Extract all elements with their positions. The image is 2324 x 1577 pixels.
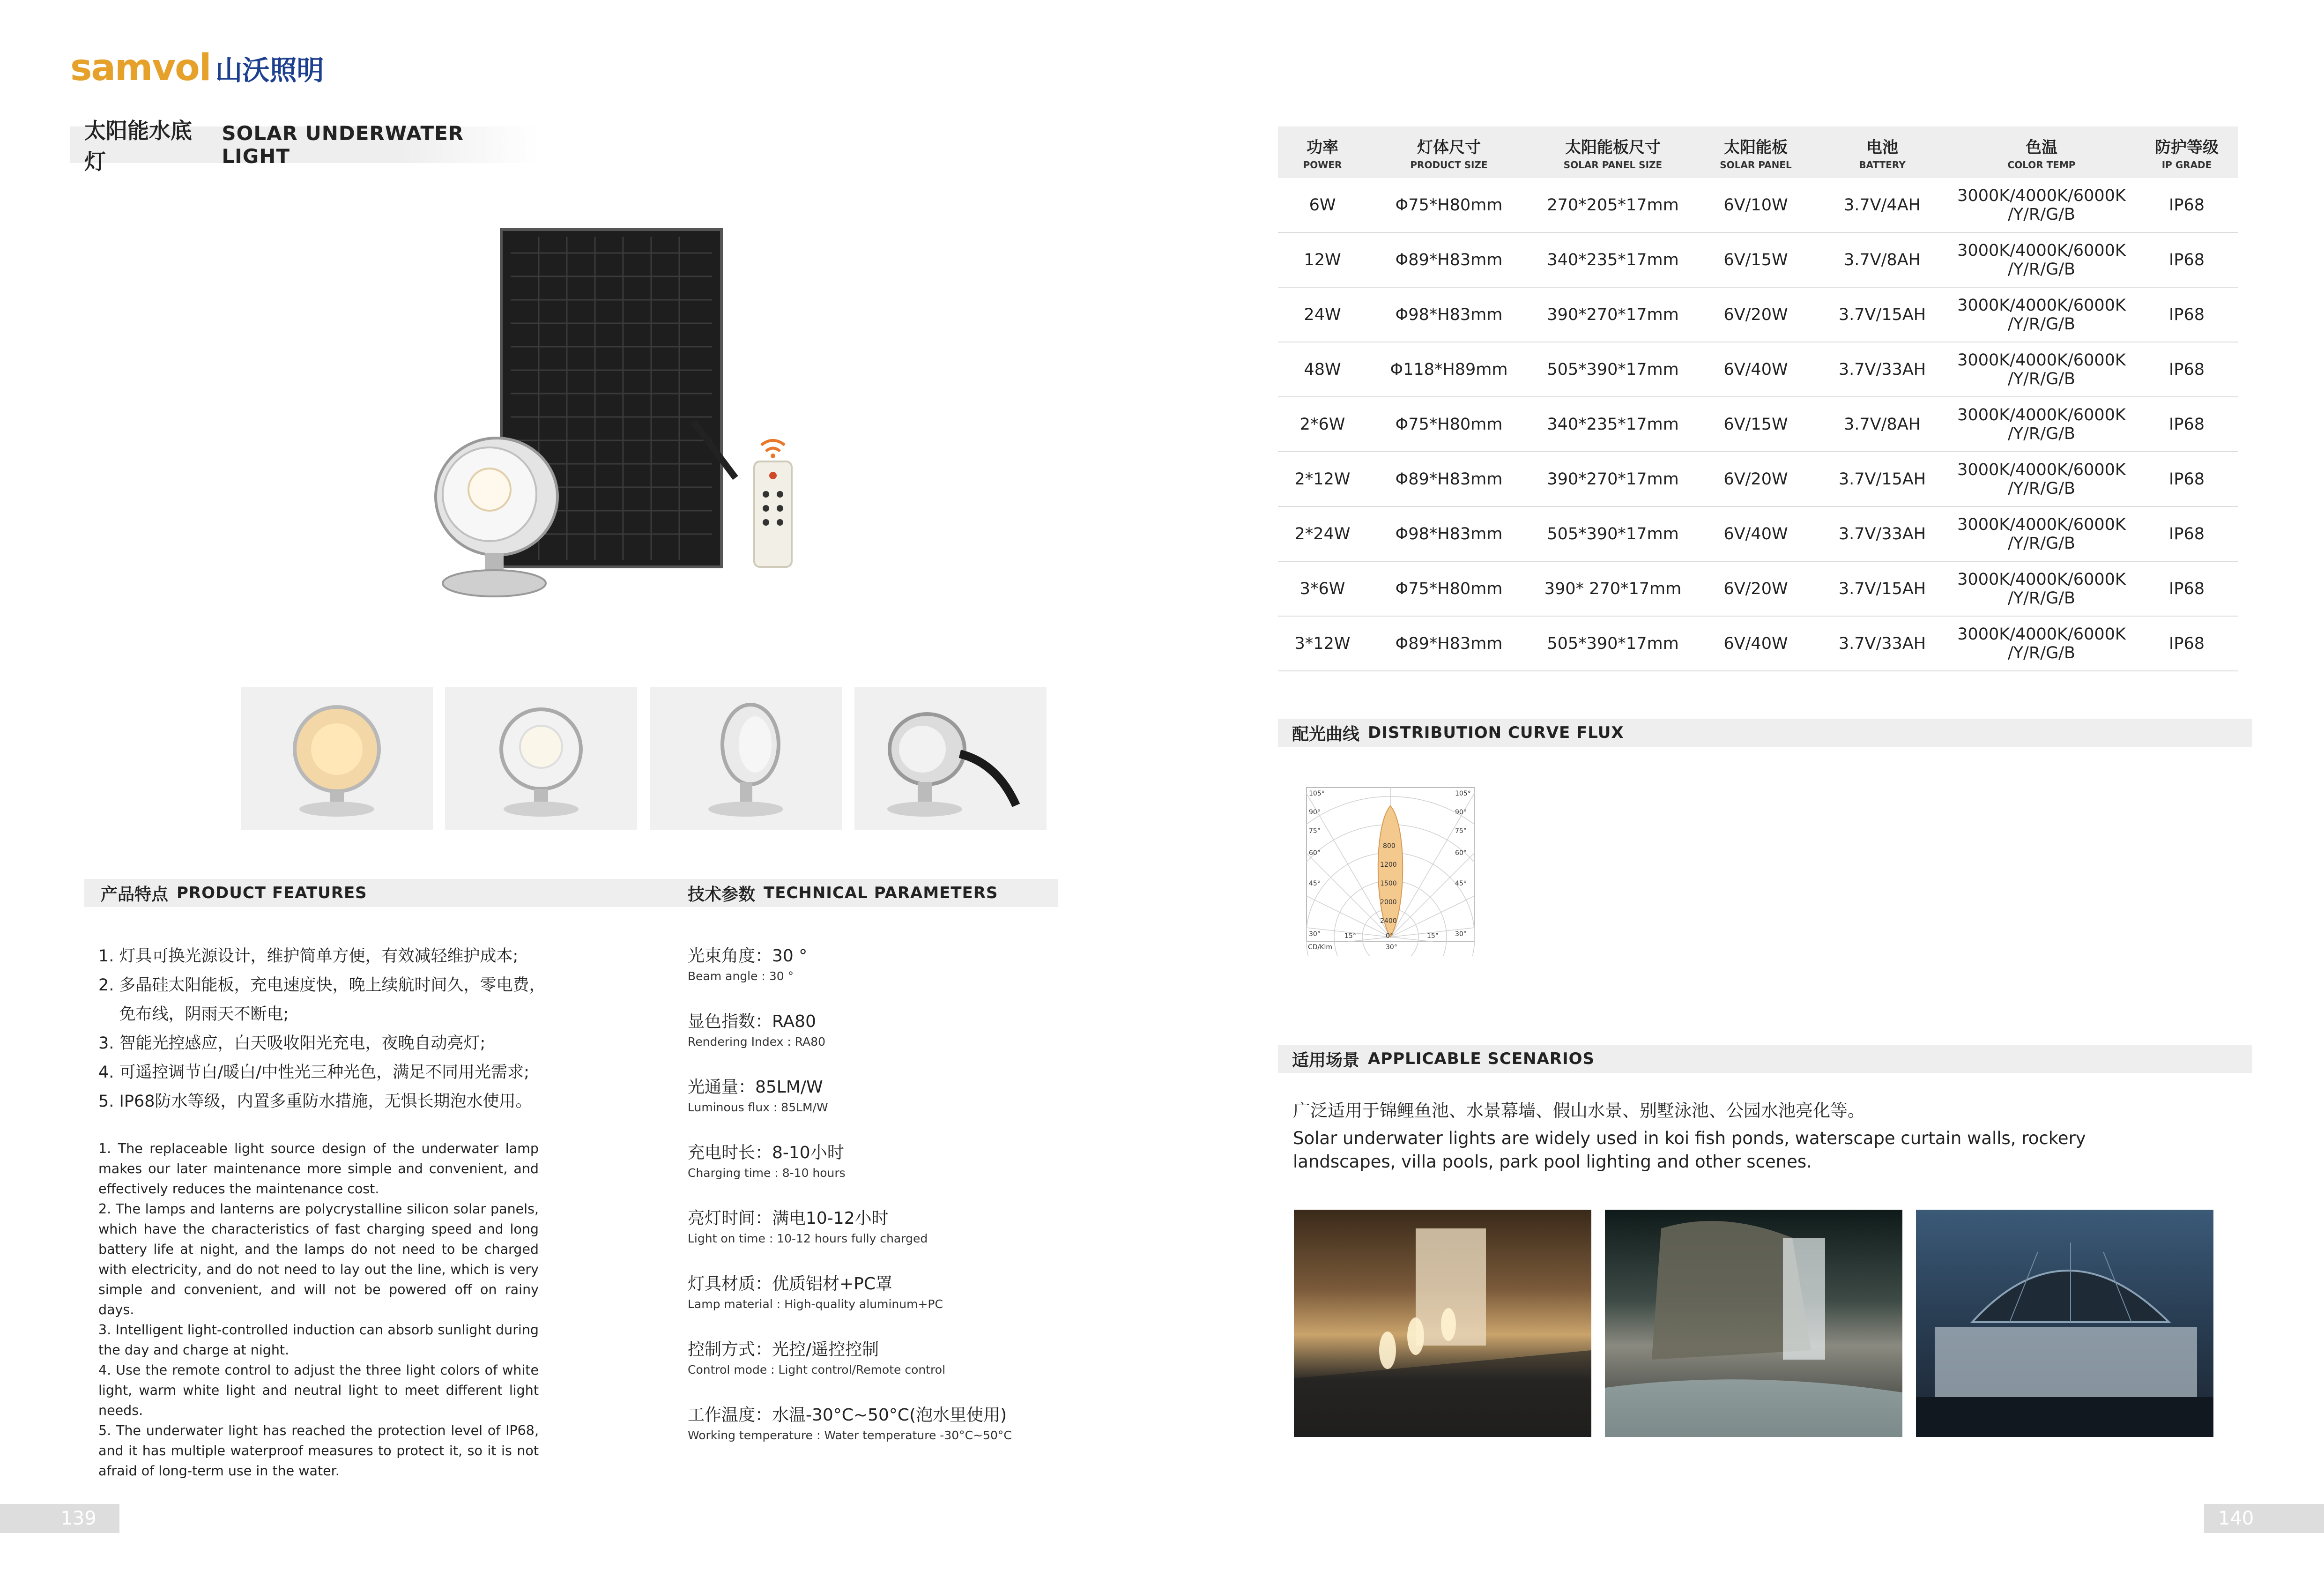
table-cell: 6V/20W [1695, 452, 1817, 506]
features-cn-list [98, 942, 567, 1116]
table-cell: 6V/20W [1695, 561, 1817, 616]
param-cn: 灯具材质：优质铝材+PC罩 [688, 1274, 893, 1294]
table-cell: 3*6W [1278, 561, 1367, 616]
col-header: 灯体尺寸 PRODUCT SIZE [1367, 126, 1531, 178]
table-cell: Φ89*H83mm [1367, 452, 1531, 506]
logo-cn: 山沃照明 [215, 54, 324, 86]
param-cn: 光束角度：30 ° [688, 946, 808, 966]
table-cell: 3.7V/4AH [1817, 178, 1948, 232]
param-en: Beam angle : 30 ° [688, 969, 794, 983]
table-cell: 3000K/4000K/6000K /Y/R/G/B [1948, 232, 2135, 287]
table-row [1278, 287, 2238, 342]
param-en: Working temperature : Water temperature -30°C~50°C [688, 1428, 1012, 1442]
table-cell: 3*12W [1278, 616, 1367, 671]
table-cell: 3000K/4000K/6000K /Y/R/G/B [1948, 342, 2135, 397]
table-cell: 340*235*17mm [1531, 397, 1695, 452]
feature-cn-line: 免布线，阴雨天不断电; [98, 1005, 289, 1024]
bottom-label: 15° [1427, 932, 1439, 940]
feature-en-item: 2. The lamps and lanterns are polycrystalline silicon solar panels, which have the characteristics of fast charging speed and long battery life at night, and the lamps do not need to be charged with electricity, and do not need to lay out the line, which is very simple and convenient, and will not be powered off on rainy days. [98, 1201, 539, 1317]
table-cell: IP68 [2135, 616, 2238, 671]
table-cell: 270*205*17mm [1531, 178, 1695, 232]
angle-label-left: 90° [1309, 809, 1321, 816]
angle-label-left: 30° [1309, 930, 1321, 938]
feature-cn-line: 3. 智能光控感应，白天吸收阳光充电，夜晚自动亮灯; [98, 1034, 486, 1053]
table-cell: IP68 [2135, 452, 2238, 506]
spec-table [1278, 126, 2238, 671]
unit-label: CD/Klm [1308, 944, 1332, 951]
table-cell: IP68 [2135, 506, 2238, 561]
table-cell: Φ89*H83mm [1367, 232, 1531, 287]
table-cell: 3000K/4000K/6000K /Y/R/G/B [1948, 178, 2135, 232]
param-en: Rendering Index : RA80 [688, 1035, 826, 1049]
param-cn: 光通量：85LM/W [688, 1078, 823, 1097]
param-lamp-material [688, 1271, 1062, 1311]
table-cell: 2*12W [1278, 452, 1367, 506]
param-en: Lamp material : High-quality aluminum+PC [688, 1297, 943, 1311]
thumbnail-side-view [650, 687, 842, 830]
distribution-curve-diagram [1306, 787, 1475, 956]
scenario-photo-dome-water-curtain [1916, 1210, 2213, 1437]
radial-value: 1200 [1380, 861, 1397, 869]
table-cell: 3000K/4000K/6000K /Y/R/G/B [1948, 287, 2135, 342]
radial-value: 2400 [1380, 917, 1397, 925]
features-heading-cn: 产品特点 [101, 885, 169, 904]
feature-cn-line: 4. 可遥控调节白/暖白/中性光三种光色，满足不同用光需求; [98, 1063, 529, 1082]
table-cell: 3000K/4000K/6000K /Y/R/G/B [1948, 616, 2135, 671]
table-row [1278, 397, 2238, 452]
scenarios-heading-en: APPLICABLE SCENARIOS [1368, 1049, 1595, 1068]
table-cell: 6V/10W [1695, 178, 1817, 232]
brand-logo [70, 47, 324, 89]
page-title [70, 118, 539, 174]
angle-label-left: 75° [1309, 827, 1321, 835]
table-cell: Φ75*H80mm [1367, 561, 1531, 616]
scenarios-heading-cn: 适用场景 [1292, 1050, 1360, 1070]
param-cn: 工作温度：水温-30°C~50°C(泡水里使用) [688, 1406, 1007, 1425]
table-cell: 3.7V/8AH [1817, 397, 1948, 452]
table-cell: 3.7V/33AH [1817, 616, 1948, 671]
param-cn: 控制方式：光控/遥控控制 [688, 1340, 879, 1359]
angle-label-right: 75° [1455, 827, 1467, 835]
page-number-left-text: 139 [60, 1508, 97, 1529]
table-cell: 3.7V/33AH [1817, 506, 1948, 561]
features-en-list [98, 1138, 539, 1481]
table-cell: 3000K/4000K/6000K /Y/R/G/B [1948, 452, 2135, 506]
param-rendering-index [688, 1008, 1062, 1049]
table-row [1278, 178, 2238, 232]
angle-label-right: 90° [1455, 809, 1467, 816]
table-cell: Φ98*H83mm [1367, 506, 1531, 561]
feature-en-item: 5. The underwater light has reached the protection level of IP68, and it has multiple waterproof measures to protect it, so it is not afraid of long-term use in the water. [98, 1423, 539, 1479]
param-beam-angle [688, 943, 1062, 983]
table-cell: 390*270*17mm [1531, 452, 1695, 506]
col-header: 太阳能板尺寸 SOLAR PANEL SIZE [1531, 126, 1695, 178]
param-cn: 亮灯时间：满电10-12小时 [688, 1209, 889, 1228]
table-cell: 6V/15W [1695, 397, 1817, 452]
distribution-heading-en: DISTRIBUTION CURVE FLUX [1368, 723, 1624, 742]
distribution-heading [1278, 719, 2252, 747]
page-number-left [0, 1504, 119, 1533]
spec-table-body [1278, 178, 2238, 671]
angle-label-right: 60° [1455, 849, 1467, 857]
table-cell: IP68 [2135, 342, 2238, 397]
tech-heading-cn: 技术参数 [688, 885, 756, 904]
angle-label-left: 60° [1309, 849, 1321, 857]
table-cell: 3.7V/15AH [1817, 452, 1948, 506]
table-cell: 12W [1278, 232, 1367, 287]
beam-label: 30° [1386, 944, 1397, 951]
feature-cn-line: 1. 灯具可换光源设计，维护简单方便，有效减轻维护成本; [98, 947, 519, 966]
table-cell: 3.7V/33AH [1817, 342, 1948, 397]
angle-label-right: 45° [1455, 880, 1467, 887]
table-cell: 3000K/4000K/6000K /Y/R/G/B [1948, 397, 2135, 452]
scenario-photo-rockery-waterfall [1605, 1210, 1902, 1437]
table-cell: Φ98*H83mm [1367, 287, 1531, 342]
page-number-right [2204, 1504, 2324, 1533]
angle-label-right: 30° [1455, 930, 1467, 938]
table-row [1278, 342, 2238, 397]
table-cell: 6V/40W [1695, 342, 1817, 397]
table-row [1278, 506, 2238, 561]
table-cell: 48W [1278, 342, 1367, 397]
table-cell: 3.7V/8AH [1817, 232, 1948, 287]
solar-underwater-light-icon [412, 216, 834, 600]
table-cell: 3000K/4000K/6000K /Y/R/G/B [1948, 506, 2135, 561]
thumbnail-cable-view [854, 687, 1047, 830]
scenario-photo-fountain-plaza [1294, 1210, 1591, 1437]
radial-value: 1500 [1380, 880, 1397, 887]
table-cell: 3.7V/15AH [1817, 561, 1948, 616]
param-cn: 充电时长：8-10小时 [688, 1143, 844, 1162]
table-cell: 390* 270*17mm [1531, 561, 1695, 616]
scenarios-heading [1278, 1045, 2252, 1073]
page-number-right-text: 140 [2218, 1508, 2254, 1529]
param-en: Luminous flux : 85LM/W [688, 1101, 828, 1114]
table-cell: Φ75*H80mm [1367, 397, 1531, 452]
table-cell: 24W [1278, 287, 1367, 342]
features-heading [84, 879, 691, 907]
table-cell: 6V/40W [1695, 616, 1817, 671]
feature-en-item: 1. The replaceable light source design of the underwater lamp makes our later maintenance more simple and convenient, and effectively reduces the maintenance cost. [98, 1141, 539, 1197]
col-header: 防护等级 IP GRADE [2135, 126, 2238, 178]
table-cell: Φ75*H80mm [1367, 178, 1531, 232]
table-cell: IP68 [2135, 178, 2238, 232]
scenarios-text-en: Solar underwater lights are widely used in koi fish ponds, waterscape curtain walls, rockery landscapes, villa pools, park pool lighting and other scenes. [1293, 1128, 2086, 1172]
table-cell: IP68 [2135, 287, 2238, 342]
table-row [1278, 232, 2238, 287]
table-cell: 390*270*17mm [1531, 287, 1695, 342]
bottom-label: 0° [1386, 932, 1393, 940]
table-cell: 3000K/4000K/6000K /Y/R/G/B [1948, 561, 2135, 616]
bottom-label: 15° [1344, 932, 1356, 940]
product-main-photo [412, 216, 834, 600]
angle-label-left: 105° [1309, 790, 1325, 797]
table-cell: 6V/40W [1695, 506, 1817, 561]
thumbnail-warm-light [241, 687, 433, 830]
title-cn: 太阳能水底灯 [84, 118, 192, 174]
table-row [1278, 616, 2238, 671]
feature-cn-line: 5. IP68防水等级，内置多重防水措施，无惧长期泡水使用。 [98, 1092, 532, 1111]
table-cell: IP68 [2135, 397, 2238, 452]
param-luminous-flux [688, 1074, 1062, 1114]
logo-en: samvol [70, 47, 211, 89]
table-cell: 6V/20W [1695, 287, 1817, 342]
feature-en-item: 3. Intelligent light-controlled induction can absorb sunlight during the day and charge at night. [98, 1322, 539, 1358]
table-cell: IP68 [2135, 232, 2238, 287]
table-cell: 6V/15W [1695, 232, 1817, 287]
param-control-mode [688, 1336, 1062, 1376]
param-en: Charging time : 8-10 hours [688, 1166, 846, 1180]
table-row [1278, 561, 2238, 616]
table-cell: 505*390*17mm [1531, 616, 1695, 671]
table-cell: 505*390*17mm [1531, 506, 1695, 561]
table-cell: 505*390*17mm [1531, 342, 1695, 397]
thumbnail-front-view [445, 687, 637, 830]
table-cell: 3.7V/15AH [1817, 287, 1948, 342]
tech-heading-en: TECHNICAL PARAMETERS [764, 884, 998, 902]
table-cell: Φ89*H83mm [1367, 616, 1531, 671]
distribution-heading-cn: 配光曲线 [1292, 724, 1360, 744]
table-cell: 2*6W [1278, 397, 1367, 452]
param-en: Light on time : 10-12 hours fully charged [688, 1232, 928, 1245]
col-header: 色温 COLOR TEMP [1948, 126, 2135, 178]
angle-label-right: 105° [1455, 790, 1471, 797]
tech-heading [675, 879, 1058, 907]
param-light-on-time [688, 1205, 1062, 1245]
col-header: 太阳能板 SOLAR PANEL [1695, 126, 1817, 178]
param-en: Control mode : Light control/Remote control [688, 1363, 946, 1376]
title-en: SOLAR UNDERWATER LIGHT [222, 122, 464, 168]
feature-cn-line: 2. 多晶硅太阳能板，充电速度快，晚上续航时间久，零电费， [98, 976, 546, 995]
table-cell: IP68 [2135, 561, 2238, 616]
table-cell: 340*235*17mm [1531, 232, 1695, 287]
param-working-temperature [688, 1402, 1062, 1442]
radial-value: 800 [1383, 842, 1396, 850]
table-row [1278, 452, 2238, 506]
scenarios-text-cn: 广泛适用于锦鲤鱼池、水景幕墙、假山水景、别墅泳池、公园水池亮化等。 [1293, 1101, 1865, 1121]
angle-label-left: 45° [1309, 880, 1321, 887]
table-cell: Φ118*H89mm [1367, 342, 1531, 397]
features-heading-en: PRODUCT FEATURES [177, 884, 367, 902]
param-cn: 显色指数：RA80 [688, 1012, 816, 1031]
col-header: 功率 POWER [1278, 126, 1367, 178]
param-charging-time [688, 1139, 1062, 1180]
radial-value: 2000 [1380, 899, 1397, 906]
spec-table-header [1278, 126, 2238, 178]
table-cell: 2*24W [1278, 506, 1367, 561]
table-cell: 6W [1278, 178, 1367, 232]
col-header: 电池 BATTERY [1817, 126, 1948, 178]
feature-en-item: 4. Use the remote control to adjust the three light colors of white light, warm white light and neutral light to meet different light needs. [98, 1362, 539, 1418]
